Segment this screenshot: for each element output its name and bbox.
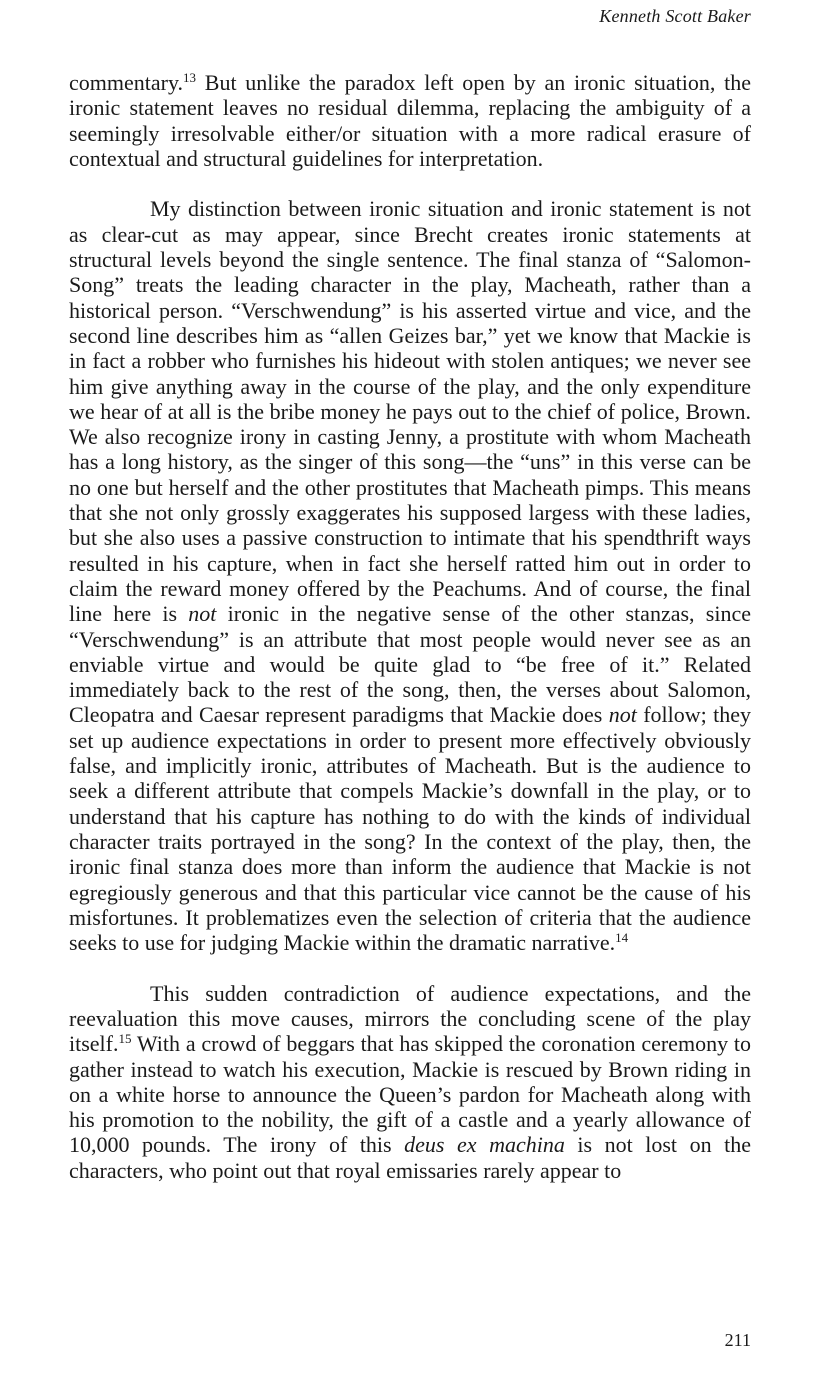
text-segment: With a crowd of beggars that has skipped the coronation ceremony to gather instead to watch his execution, Mackie is rescued by Brown riding in on a white horse to announce the Queen’s pardon for Macheath along with his promotion to the nobility, the gift of a castle and a yearly allowance of 10,000 pounds. The irony of this [69,1031,751,1158]
paragraph [69,70,751,171]
italic-text: deus ex machina [404,1132,565,1158]
text-segment: But unlike the paradox left open by an ironic situation, the ironic statement leaves no residual dilemma, replacing the ambiguity of a seemingly irresolvable either/or situation with a more radical erasure of contextual and structural guidelines for interpretation. [69,70,751,171]
paragraph [69,981,751,1183]
footnote-marker: 13 [183,70,197,85]
text-segment: This sudden contradiction of audience expectations, and the reevaluation this move causes, mirrors the concluding scene of the play itself. [69,980,751,1057]
footnote-marker: 15 [118,1031,132,1047]
body-text [69,70,751,1183]
italic-text: not [608,702,637,728]
text-segment: commentary. [69,70,184,95]
text-segment: ironic in the negative sense of the other stanzas, since “Verschwendung” is an attribute that most people would never see as an enviable virtue and would be quite glad to “be free of it.” Related immediately back to the rest of the song, then, the verses about Salomon, Cleopatra and Caesar represent paradigms that Mackie does [69,601,751,728]
text-segment: is not lost on the characters, who point out that royal emissaries rarely appear to [69,1132,752,1183]
italic-text: not [188,601,217,627]
paragraph [69,196,751,955]
text-segment: My distinction between ironic situation and ironic statement is not as clear-cut as may appear, since Brecht creates ironic statements at structural levels beyond the single sentence. The final stanza of “Salomon-Song” treats the leading character in the play, Macheath, rather than a historical person. “Verschwendung” is his asserted virtue and vice, and the second line describes him as “allen Geizes bar,” yet we know that Mackie is in fact a robber who furnishes his hideout with stolen antiques; we never see him give anything away in the course of the play, and the only expenditure we hear of at all is the bribe money he pays out to the chief of police, Brown. We also recognize irony in casting Jenny, a prostitute with whom Macheath has a long history, as the singer of this song—the “uns” in this verse can be no one but herself and the other prostitutes that Macheath pimps. This means that she not only grossly exaggerates his supposed largess with these ladies, but she also uses a passive construction to intimate that his spendthrift ways resulted in his capture, when in fact she herself ratted him out in order to claim the reward money offered by the Peachums. And of course, the final line here is [69,196,751,627]
text-segment: follow; they set up audience expectations in order to present more effectively obviously false, and implicitly ironic, attributes of Macheath. But is the audience to seek a different attribute that compels Mackie’s downfall in the play, or to understand that his capture has nothing to do with the kinds of individual character traits portrayed in the song? In the context of the play, then, the ironic final stanza does more than inform the audience that Mackie is not egregiously generous and that this particular vice cannot be the cause of his misfortunes. It problematizes even the selection of criteria that the audience seeks to use for judging Mackie within the dramatic narrative. [69,702,751,956]
running-head: Kenneth Scott Baker [599,6,751,26]
footnote-marker: 14 [615,930,629,946]
page-number: 211 [724,1330,751,1350]
